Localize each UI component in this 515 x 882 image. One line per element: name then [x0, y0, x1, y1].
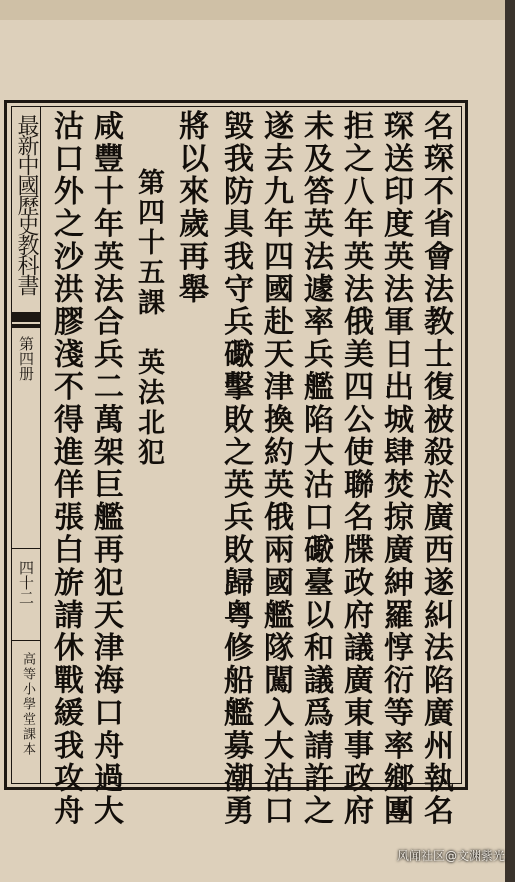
page-top-edge	[0, 0, 505, 20]
publisher-label: 高等小學堂課本	[20, 652, 35, 757]
text-column: 將以來歲再舉	[173, 110, 208, 306]
text-column: 拒之八年英法俄美四公使聯名牒政府議廣東事政府	[338, 110, 373, 828]
text-column: 咸豐十年英法合兵二萬架巨艦再犯天津海口舟過大	[88, 110, 123, 828]
margin-divider	[11, 548, 41, 549]
text-column: 遂去九年四國赴天津換約英俄兩國艦隊闖入大沽口	[258, 110, 293, 828]
margin-divider	[11, 640, 41, 641]
text-column: 沽口外之沙洪膠淺不得進佯張白旂請休戰緩我攻舟	[48, 110, 83, 828]
text-column: 名琛不省會法教士復被殺於廣西遂糾法陷廣州執名	[418, 110, 453, 828]
text-column: 毀我防具我守兵礮擊敗之英兵敗歸粤修船艦募潮勇	[218, 110, 253, 828]
book-title: 最新中國歷史教科書	[14, 114, 39, 294]
text-column: 未及答英法遽率兵艦陷大沽口礮臺以和議爲請許之	[298, 110, 333, 828]
watermark-text: 风闻社区@文渊紫光	[396, 849, 505, 863]
page-edge-shadow	[505, 0, 515, 882]
page-number: 四十二	[17, 560, 35, 605]
fish-tail-mark	[11, 312, 41, 322]
text-column: 琛送印度英法軍日出城肆焚掠廣紳羅惇衍等率鄉團	[378, 110, 413, 828]
fish-tail-rule	[11, 324, 41, 328]
lesson-heading: 第四十五課 英法北犯	[133, 168, 164, 468]
volume-label: 第四册	[17, 336, 35, 381]
